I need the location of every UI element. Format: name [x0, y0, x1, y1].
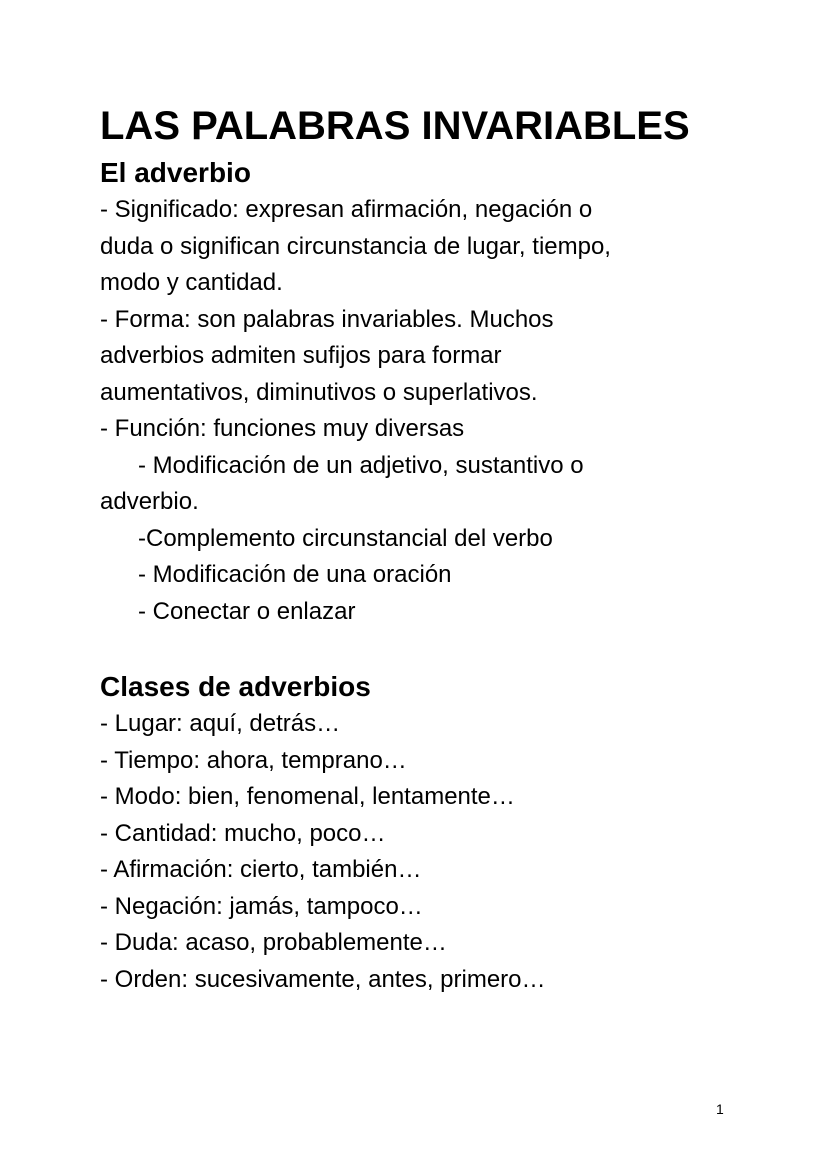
list-item: - Modo: bien, fenomenal, lentamente…	[100, 783, 515, 810]
list-item: - Tiempo: ahora, temprano…	[100, 746, 407, 774]
text-line: duda o significan circunstancia de lugar, tiempo,	[100, 232, 611, 260]
indented-text-line: - Modificación de una oración	[138, 561, 452, 588]
text-line: adverbio.	[100, 488, 199, 515]
page-number: 1	[716, 1101, 724, 1117]
list-item: - Cantidad: mucho, poco…	[100, 819, 386, 847]
list-item: - Lugar: aquí, detrás…	[100, 710, 341, 737]
document-title: LAS PALABRAS INVARIABLES	[100, 104, 690, 148]
text-line: aumentativos, diminutivos o superlativos.	[100, 378, 538, 406]
indented-text-line: - Conectar o enlazar	[138, 597, 356, 625]
indented-text-line: -Complemento circunstancial del verbo	[138, 524, 553, 552]
list-item: - Orden: sucesivamente, antes, primero…	[100, 965, 546, 993]
text-line: - Forma: son palabras invariables. Muchos	[100, 305, 554, 333]
text-line: - Función: funciones muy diversas	[100, 415, 465, 442]
text-line: adverbios admiten sufijos para formar	[100, 342, 502, 369]
list-item: - Duda: acaso, probablemente…	[100, 929, 447, 956]
section-spacer	[100, 630, 740, 668]
section-heading-adverbio: El adverbio	[100, 157, 251, 188]
section-heading-clases-de-adverbios: Clases de adverbios	[100, 671, 371, 702]
indented-text-line: - Modificación de un adjetivo, sustantivo o	[138, 451, 584, 479]
document-page	[100, 98, 740, 998]
list-item: - Afirmación: cierto, también…	[100, 856, 422, 883]
text-line: modo y cantidad.	[100, 269, 283, 296]
text-line: - Significado: expresan afirmación, negación o	[100, 196, 593, 223]
list-item: - Negación: jamás, tampoco…	[100, 892, 423, 920]
